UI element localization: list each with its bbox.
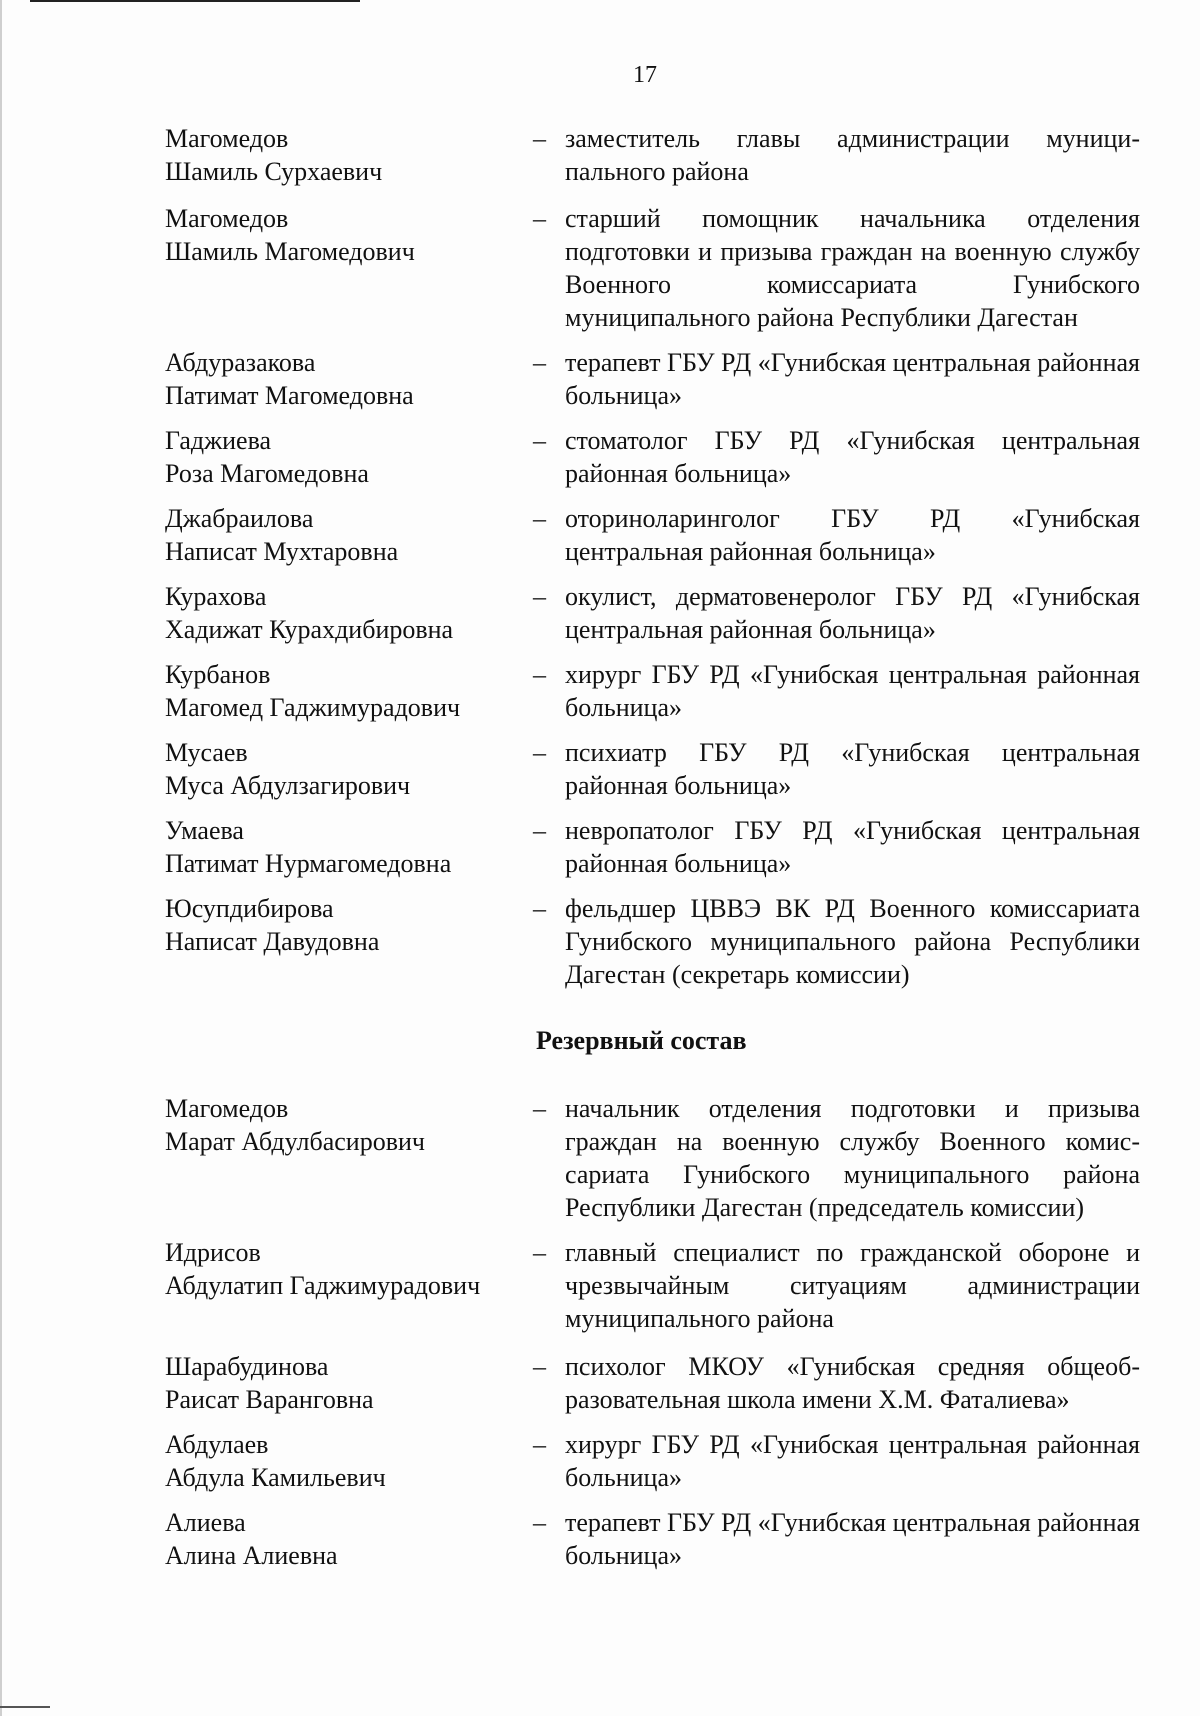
- member-role: начальник отделения подготовки и призыва граждан на военную службу Военного комиссариата Гунибского муниципального района Республики Дагестан (председатель комиссии): [565, 1094, 1140, 1222]
- member-name: [165, 346, 525, 412]
- member-role: стоматолог ГБУ РД «Гунибская центральная районная больница»: [565, 426, 1140, 488]
- member-given-name: Написат Мухтаровна: [165, 537, 399, 566]
- member-role: терапевт ГБУ РД «Гунибская центральная районная больница»: [565, 348, 1140, 410]
- member-given-name: Магомед Гаджимурадович: [165, 693, 461, 722]
- reserve-section-title: Резервный состав: [536, 1026, 747, 1055]
- member-given-name: Роза Магомедовна: [165, 459, 369, 488]
- member-name: [165, 424, 525, 490]
- member-name: [165, 1236, 525, 1302]
- member-role: психолог МКОУ «Гунибская средняя общеобразовательная школа имени Х.М. Фаталиева»: [565, 1352, 1140, 1414]
- member-name: [165, 814, 525, 880]
- member-surname: Курбанов: [165, 660, 271, 689]
- member-surname: Алиева: [165, 1508, 246, 1537]
- entry-dash: –: [533, 1430, 546, 1459]
- member-name: [165, 1506, 525, 1572]
- member-name: [165, 1092, 525, 1158]
- member-given-name: Марат Абдулбасирович: [165, 1127, 425, 1156]
- member-role: окулист, дерматовенеролог ГБУ РД «Гунибская центральная районная больница»: [565, 582, 1140, 644]
- member-surname: Джабраилова: [165, 504, 314, 533]
- member-role: хирург ГБУ РД «Гунибская центральная районная больница»: [565, 1430, 1140, 1492]
- member-role: психиатр ГБУ РД «Гунибская центральная районная больница»: [565, 738, 1140, 800]
- entry-dash: –: [533, 582, 546, 611]
- entry-dash: –: [533, 204, 546, 233]
- entry-dash: –: [533, 816, 546, 845]
- member-given-name: Муса Абдулзагирович: [165, 771, 411, 800]
- entry-dash: –: [533, 1094, 546, 1123]
- member-role: невропатолог ГБУ РД «Гунибская центральная районная больница»: [565, 816, 1140, 878]
- member-surname: Идрисов: [165, 1238, 261, 1267]
- scan-edge-bottom: [0, 1706, 50, 1708]
- member-name: [165, 892, 525, 958]
- entry-dash: –: [533, 1508, 546, 1537]
- member-role: терапевт ГБУ РД «Гунибская центральная районная больница»: [565, 1508, 1140, 1570]
- member-name: [165, 1350, 525, 1416]
- member-name: [165, 658, 525, 724]
- member-given-name: Патимат Магомедовна: [165, 381, 414, 410]
- entry-dash: –: [533, 660, 546, 689]
- member-surname: Гаджиева: [165, 426, 272, 455]
- member-given-name: Шамиль Сурхаевич: [165, 157, 383, 186]
- page-number: 17: [633, 62, 657, 88]
- member-name: [165, 580, 525, 646]
- entry-dash: –: [533, 348, 546, 377]
- member-name: [165, 202, 525, 268]
- member-role: хирург ГБУ РД «Гунибская центральная районная больница»: [565, 660, 1140, 722]
- member-given-name: Шамиль Магомедович: [165, 237, 415, 266]
- entry-dash: –: [533, 1352, 546, 1381]
- member-surname: Юсупдибирова: [165, 894, 334, 923]
- member-given-name: Хадижат Курахдибировна: [165, 615, 454, 644]
- member-role: оториноларинголог ГБУ РД «Гунибская центральная районная больница»: [565, 504, 1140, 566]
- member-role: главный специалист по гражданской обороне и чрезвычайным ситуациям администрации муниципального района: [565, 1238, 1140, 1333]
- member-given-name: Абдулатип Гаджимурадович: [165, 1271, 481, 1300]
- member-role: фельдшер ЦВВЭ ВК РД Военного комиссариата Гунибского муниципального района Республики Дагестан (секретарь комиссии): [565, 894, 1140, 989]
- entry-dash: –: [533, 1238, 546, 1267]
- member-given-name: Абдула Камильевич: [165, 1463, 386, 1492]
- member-given-name: Написат Давудовна: [165, 927, 380, 956]
- member-surname: Магомедов: [165, 204, 289, 233]
- member-surname: Мусаев: [165, 738, 248, 767]
- scan-edge-left: [0, 0, 2, 1716]
- member-surname: Магомедов: [165, 1094, 289, 1123]
- entry-dash: –: [533, 504, 546, 533]
- entry-dash: –: [533, 738, 546, 767]
- member-name: [165, 502, 525, 568]
- member-given-name: Патимат Нурмагомедовна: [165, 849, 452, 878]
- member-surname: Абдуразакова: [165, 348, 316, 377]
- member-surname: Умаева: [165, 816, 244, 845]
- member-given-name: Алина Алиевна: [165, 1541, 338, 1570]
- entry-dash: –: [533, 124, 546, 153]
- entry-dash: –: [533, 426, 546, 455]
- member-surname: Шарабудинова: [165, 1352, 329, 1381]
- member-name: [165, 122, 525, 188]
- member-name: [165, 1428, 525, 1494]
- member-surname: Курахова: [165, 582, 267, 611]
- member-surname: Абдулаев: [165, 1430, 269, 1459]
- entry-dash: –: [533, 894, 546, 923]
- member-name: [165, 736, 525, 802]
- member-given-name: Раисат Варанговна: [165, 1385, 374, 1414]
- member-role: заместитель главы администрации муниципального района: [565, 124, 1140, 186]
- scan-edge-top: [30, 0, 360, 2]
- member-role: старший помощник начальника отделения подготовки и призыва граждан на военную службу Военного комиссариата Гунибского муниципального района Республики Дагестан: [565, 204, 1140, 332]
- member-surname: Магомедов: [165, 124, 289, 153]
